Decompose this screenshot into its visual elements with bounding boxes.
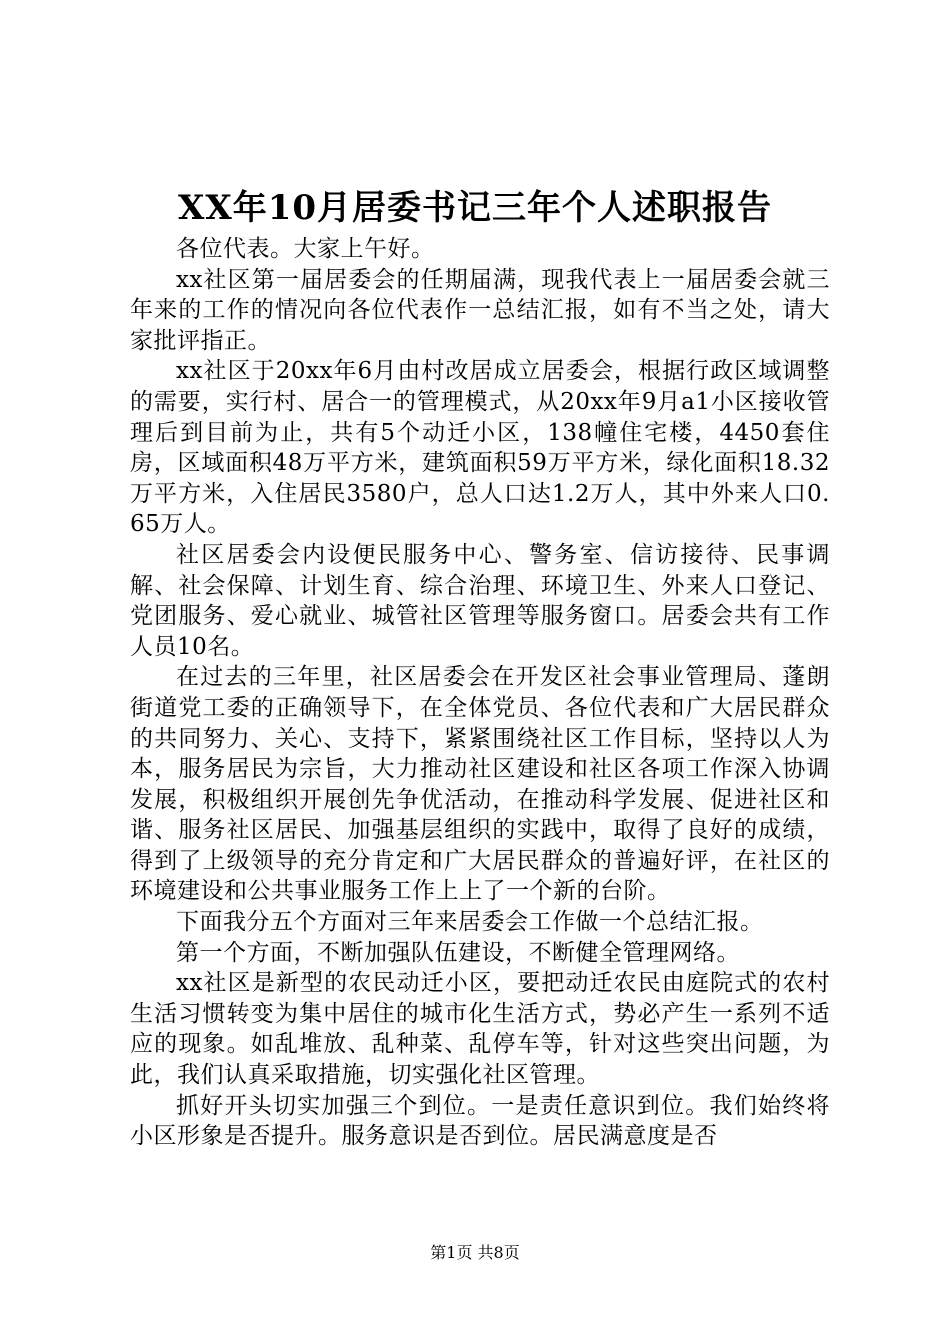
paragraph: xx社区是新型的农民动迁小区，要把动迁农民由庭院式的农村生活习惯转变为集中居住的城市化生活方式，势必产生一系列不适应的现象。如乱堆放、乱种菜、乱停车等，针对这些突出问题，为此，我们认真采取措施，切实强化社区管理。 [130, 970, 830, 1089]
paragraph: xx社区于20xx年6月由村改居成立居委会，根据行政区域调整的需要，实行村、居合一的管理模式，从20xx年9月a1小区接收管理后到目前为止，共有5个动迁小区，138幢住宅楼，4450套住房，区域面积48万平方米，建筑面积59万平方米，绿化面积18.32万平方米，入住居民3580户，总人口达1.2万人，其中外来人口0.65万人。 [130, 358, 830, 538]
paragraph: 社区居委会内设便民服务中心、警务室、信访接待、民事调解、社会保障、计划生育、综合治理、环境卫生、外来人口登记、党团服务、爱心就业、城管社区管理等服务窗口。居委会共有工作人员10名。 [130, 541, 830, 660]
document-body [130, 234, 830, 1152]
paragraph: 各位代表。大家上午好。 [176, 236, 435, 262]
document-title: XX年10月居委书记三年个人述职报告 [177, 188, 773, 228]
paragraph: 第一个方面，不断加强队伍建设，不断健全管理网络。 [176, 939, 740, 966]
paragraph: 下面我分五个方面对三年来居委会工作做一个总结汇报。 [176, 909, 764, 936]
paragraph: xx社区第一届居委会的任期届满，现我代表上一届居委会就三年来的工作的情况向各位代表作一总结汇报，如有不当之处，请大家批评指正。 [130, 266, 830, 354]
page-number-label: 第1页 共8页 [430, 1243, 520, 1262]
page-footer [0, 1243, 950, 1263]
paragraph: 在过去的三年里，社区居委会在开发区社会事业管理局、蓬朗街道党工委的正确领导下，在全体党员、各位代表和广大居民群众的共同努力、关心、支持下，紧紧围绕社区工作目标，坚持以人为本，服务居民为宗旨，大力推动社区建设和社区各项工作深入协调发展，积极组织开展创先争优活动，在推动科学发展、促进社区和谐、服务社区居民、加强基层组织的实践中，取得了良好的成绩，得到了上级领导的充分肯定和广大居民群众的普遍好评，在社区的环境建设和公共事业服务工作上上了一个新的台阶。 [130, 664, 830, 905]
paragraph: 抓好开头切实加强三个到位。一是责任意识到位。我们始终将小区形象是否提升。服务意识是否到位。居民满意度是否 [130, 1092, 830, 1150]
